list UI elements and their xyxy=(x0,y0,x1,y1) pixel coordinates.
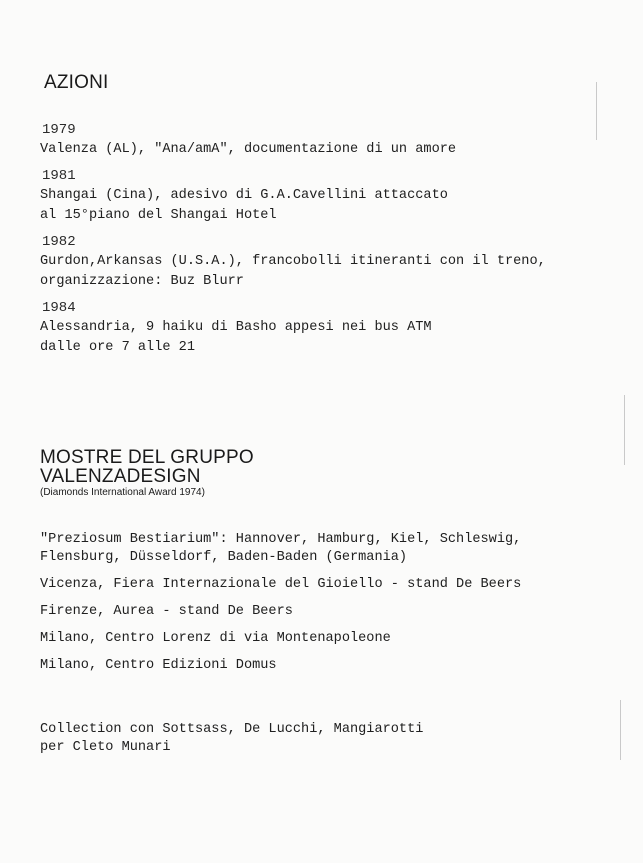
exhibition-line: Milano, Centro Edizioni Domus xyxy=(40,658,277,673)
exhibition-line: Milano, Centro Lorenz di via Montenapoleone xyxy=(40,631,391,646)
azioni-entry xyxy=(40,298,432,358)
exhibition-line: Flensburg, Düsseldorf, Baden-Baden (Germania) xyxy=(40,550,408,565)
entry-text: Gurdon,Arkansas (U.S.A.), francobolli itineranti con il treno, xyxy=(40,254,546,269)
award-note: (Diamonds International Award 1974) xyxy=(40,487,205,498)
entry-text: Valenza (AL), "Ana/amA", documentazione di un amore xyxy=(40,142,457,157)
entry-text: Shangai (Cina), adesivo di G.A.Cavellini attaccato xyxy=(40,188,448,203)
entry-year: 1982 xyxy=(42,234,76,250)
azioni-entry xyxy=(40,232,546,292)
entry-text: organizzazione: Buz Blurr xyxy=(40,274,244,289)
scan-margin-mark xyxy=(624,395,625,465)
entry-year: 1979 xyxy=(42,122,76,138)
collection-line: per Cleto Munari xyxy=(40,740,171,755)
mostre-heading-line: VALENZADESIGN xyxy=(40,466,201,487)
azioni-entry xyxy=(40,120,456,160)
entry-year: 1981 xyxy=(42,168,76,184)
entry-text: al 15°piano del Shangai Hotel xyxy=(40,208,277,223)
entry-text: dalle ore 7 alle 21 xyxy=(40,340,195,355)
collection-line: Collection con Sottsass, De Lucchi, Mangiarotti xyxy=(40,722,424,737)
scan-margin-mark xyxy=(596,82,597,140)
exhibition-line: Firenze, Aurea - stand De Beers xyxy=(40,604,293,619)
entry-text: Alessandria, 9 haiku di Basho appesi nei bus ATM xyxy=(40,320,432,335)
exhibition-line: Vicenza, Fiera Internazionale del Gioiello - stand De Beers xyxy=(40,577,522,592)
entry-year: 1984 xyxy=(42,300,76,316)
scan-margin-mark xyxy=(620,700,621,760)
azioni-entry xyxy=(40,166,448,226)
mostre-heading xyxy=(40,448,254,486)
azioni-heading: AZIONI xyxy=(44,72,109,93)
mostre-heading-line: MOSTRE DEL GRUPPO xyxy=(40,447,254,468)
exhibition-line: "Preziosum Bestiarium": Hannover, Hamburg, Kiel, Schleswig, xyxy=(40,532,522,547)
